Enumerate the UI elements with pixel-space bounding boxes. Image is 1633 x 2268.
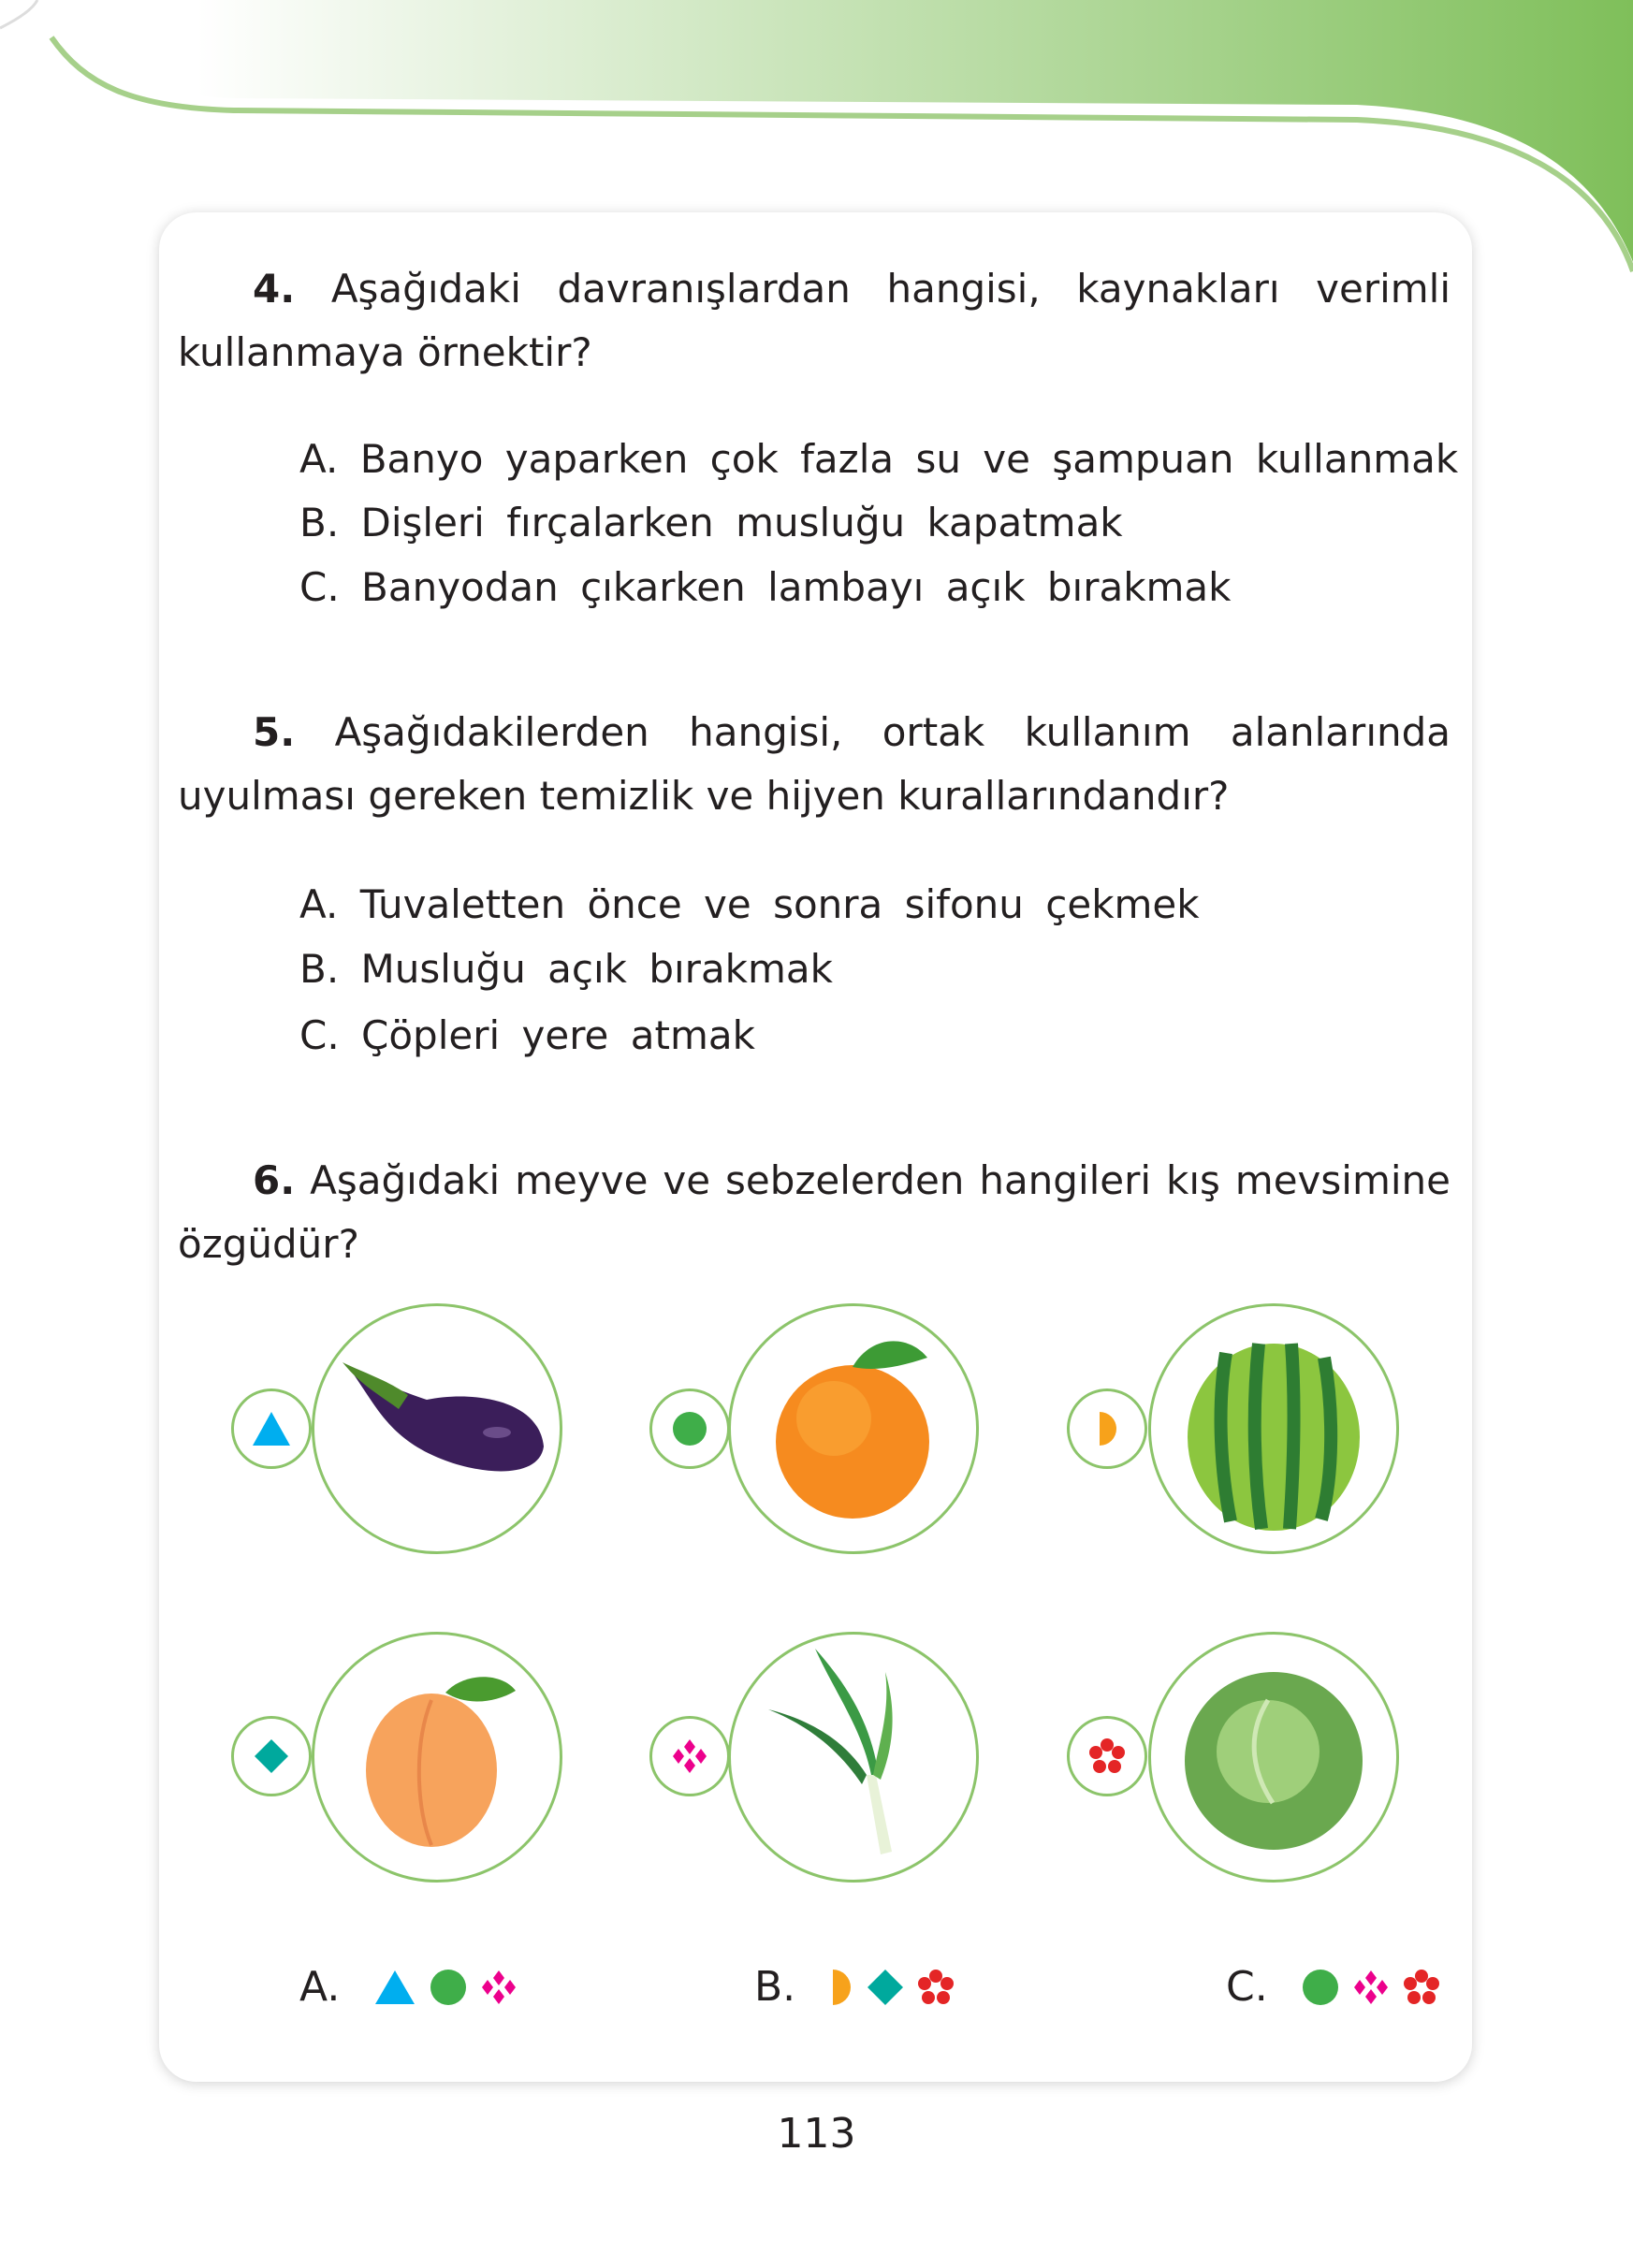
- diamond-icon: [253, 1737, 290, 1775]
- q6-option-c[interactable]: [1226, 1963, 1440, 2011]
- symbol-badge: [649, 1716, 730, 1796]
- diamond-icon: [867, 1969, 904, 2006]
- watermelon-picture: [1148, 1303, 1399, 1554]
- question-text: Aşağıdaki davranışlardan hangisi, kaynakları verimli kullanmaya örnektir?: [178, 266, 1451, 375]
- eggplant-image: [314, 1306, 560, 1551]
- symbol-badge: [231, 1388, 312, 1469]
- option-label: A.: [299, 1963, 341, 2011]
- q4-option-c[interactable]: C. Banyodan çıkarken lambayı açık bırakmak: [299, 564, 1232, 610]
- four-diamonds-icon: [1352, 1969, 1390, 2006]
- apricot-image: [314, 1635, 560, 1880]
- question-number: 4.: [253, 266, 296, 312]
- question-text: Aşağıdaki meyve ve sebzelerden hangileri kış mevsimine özgüdür?: [178, 1157, 1451, 1267]
- symbol-badge: [1067, 1388, 1147, 1469]
- q4-option-a[interactable]: A. Banyo yaparken çok fazla su ve şampuan kullanmak: [299, 436, 1459, 482]
- flower-icon: [917, 1969, 955, 2006]
- question-6: [178, 1149, 1451, 1276]
- four-diamonds-icon: [480, 1969, 518, 2006]
- four-diamonds-icon: [671, 1737, 708, 1775]
- question-5: [178, 701, 1451, 828]
- eggplant-picture: [312, 1303, 562, 1554]
- option-label: C.: [1226, 1963, 1268, 2011]
- leek-picture: [728, 1632, 979, 1883]
- cabbage-picture: [1148, 1632, 1399, 1883]
- question-number: 6.: [253, 1157, 296, 1203]
- page-number: 113: [777, 2110, 856, 2158]
- q6-option-b[interactable]: [754, 1963, 955, 2011]
- flower-icon: [1403, 1969, 1440, 2006]
- q5-option-c[interactable]: C. Çöpleri yere atmak: [299, 1012, 755, 1058]
- circle-icon: [430, 1969, 467, 2006]
- question-number: 5.: [253, 709, 296, 755]
- leek-image: [731, 1635, 976, 1880]
- half-circle-icon: [1088, 1410, 1126, 1447]
- q5-option-a[interactable]: A. Tuvaletten önce ve sonra sifonu çekmek: [299, 881, 1200, 927]
- q6-option-a[interactable]: [299, 1963, 518, 2011]
- watermelon-image: [1151, 1306, 1396, 1551]
- orange-picture: [728, 1303, 979, 1554]
- triangle-icon: [373, 1969, 416, 2006]
- apricot-picture: [312, 1632, 562, 1883]
- circle-icon: [1302, 1969, 1339, 2006]
- q4-option-b[interactable]: B. Dişleri fırçalarken musluğu kapatmak: [299, 500, 1123, 545]
- question-text: Aşağıdakilerden hangisi, ortak kullanım alanlarında uyulması gereken temizlik ve hijyen kurallarındandır?: [178, 709, 1451, 819]
- option-label: B.: [754, 1963, 796, 2011]
- symbol-badge: [649, 1388, 730, 1469]
- symbol-badge: [1067, 1716, 1147, 1796]
- cabbage-image: [1151, 1635, 1396, 1880]
- symbol-badge: [231, 1716, 312, 1796]
- half-circle-icon: [829, 1969, 853, 2006]
- orange-image: [731, 1306, 976, 1551]
- triangle-icon: [251, 1410, 292, 1447]
- q5-option-b[interactable]: B. Musluğu açık bırakmak: [299, 946, 833, 992]
- circle-icon: [671, 1410, 708, 1447]
- question-4: [178, 257, 1451, 385]
- flower-icon: [1088, 1737, 1126, 1775]
